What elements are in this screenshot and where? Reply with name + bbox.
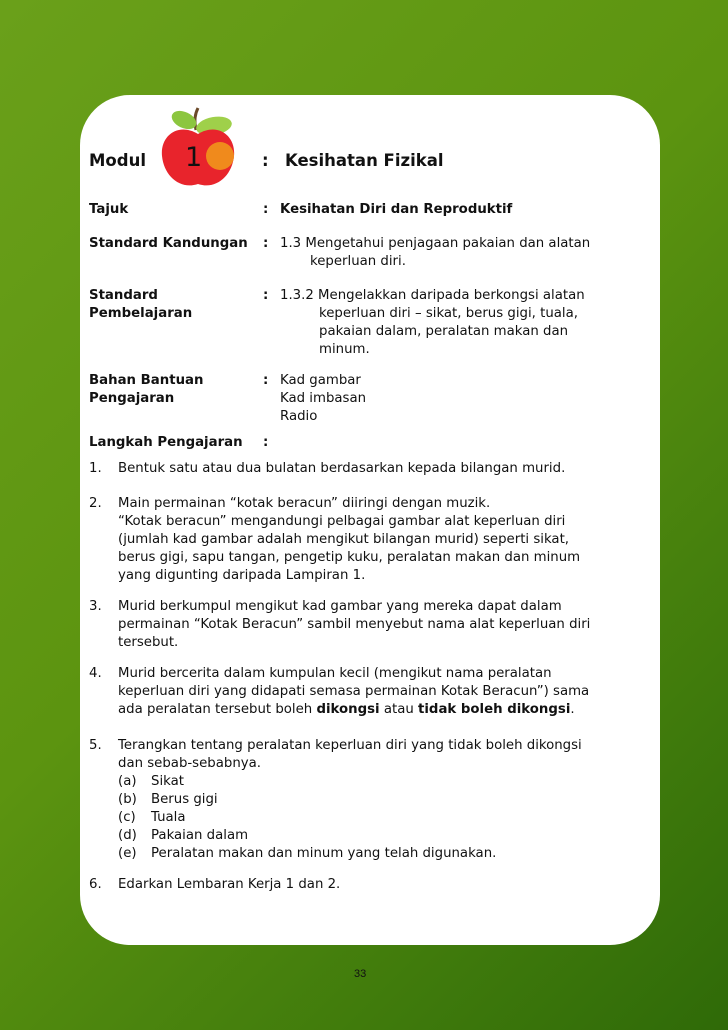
sub-item-text: Peralatan makan dan minum yang telah digunakan. [151,846,497,861]
step-text: “Kotak beracun” mengandungi pelbagai gambar alat keperluan diri [118,514,566,529]
modul-number: 1 [185,142,203,173]
step-text: (jumlah kad gambar adalah mengikut bilangan murid) seperti sikat, [118,532,570,547]
emphasis-tidak-boleh-dikongsi: tidak boleh dikongsi [418,702,571,717]
sub-item-label: (d) [118,828,137,843]
bahan-item: Radio [280,409,318,424]
sub-item-text: Pakaian dalam [151,828,249,843]
step-text-part: ada peralatan tersebut boleh [118,702,317,717]
step-text: Edarkan Lembaran Kerja 1 dan 2. [118,877,341,892]
tajuk-label: Tajuk [89,202,129,217]
step-text: keperluan diri yang didapati semasa permainan Kotak Beracun”) sama [118,684,590,699]
step-number: 2. [89,496,102,511]
sp-line1: 1.3.2 Mengelakkan daripada berkongsi alatan [280,288,585,303]
sub-item-text: Berus gigi [151,792,218,807]
step-text: Bentuk satu atau dua bulatan berdasarkan kepada bilangan murid. [118,461,566,476]
sp-label1: Standard [89,288,158,303]
step-text: berus gigi, sapu tangan, pengetip kuku, peralatan makan dan minum [118,550,581,565]
page-title: Kesihatan Fizikal [285,151,444,170]
step-number: 5. [89,738,102,753]
sp-label2: Pembelajaran [89,306,193,321]
step-text-part: atau [379,702,419,717]
langkah-colon: : [263,435,269,450]
sub-item-label: (e) [118,846,137,861]
step-number: 6. [89,877,102,892]
modul-label: Modul [89,151,146,170]
step-number: 4. [89,666,102,681]
step-text: Main permainan “kotak beracun” diiringi dengan muzik. [118,496,491,511]
step-text: Murid bercerita dalam kumpulan kecil (mengikut nama peralatan [118,666,552,681]
sp-line2: keperluan diri – sikat, berus gigi, tuala, [319,306,578,321]
sub-item-text: Tuala [151,810,186,825]
sk-colon: : [263,236,269,251]
langkah-label: Langkah Pengajaran [89,435,243,450]
step-text-part: . [570,702,575,717]
step-text: tersebut. [118,635,179,650]
sk-line2: keperluan diri. [310,254,406,269]
tajuk-colon: : [263,202,269,217]
bahan-colon: : [263,373,269,388]
sub-item-text: Sikat [151,774,184,789]
sub-item-label: (b) [118,792,137,807]
bahan-label2: Pengajaran [89,391,175,406]
step-number: 3. [89,599,102,614]
tajuk-value: Kesihatan Diri dan Reproduktif [280,202,513,217]
sp-colon: : [263,288,269,303]
bahan-item: Kad imbasan [280,391,367,406]
sub-item-label: (a) [118,774,137,789]
page-number: 33 [354,968,367,980]
title-colon: : [262,151,269,170]
step-text: Murid berkumpul mengikut kad gambar yang mereka dapat dalam [118,599,562,614]
sk-label: Standard Kandungan [89,236,248,251]
sp-line4: minum. [319,342,370,357]
sub-item-label: (c) [118,810,136,825]
bahan-label1: Bahan Bantuan [89,373,204,388]
step-text [118,701,575,719]
sp-line3: pakaian dalam, peralatan makan dan [319,324,569,339]
step-text: permainan “Kotak Beracun” sambil menyebut nama alat keperluan diri [118,617,591,632]
step-text: dan sebab-sebabnya. [118,756,261,771]
step-text: Terangkan tentang peralatan keperluan diri yang tidak boleh dikongsi [118,738,582,753]
step-text: yang digunting daripada Lampiran 1. [118,568,366,583]
bahan-item: Kad gambar [280,373,361,388]
sk-line1: 1.3 Mengetahui penjagaan pakaian dan alatan [280,236,591,251]
emphasis-dikongsi: dikongsi [316,702,380,717]
step-number: 1. [89,461,102,476]
